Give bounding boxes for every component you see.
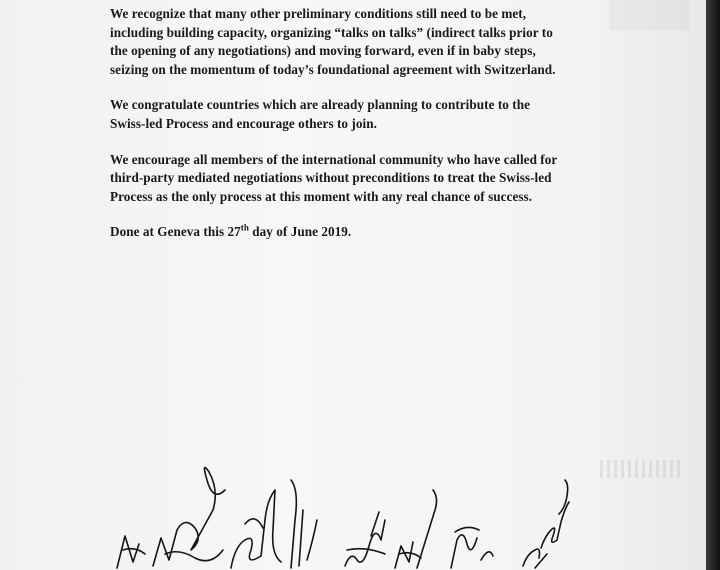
- closing-line: [110, 223, 630, 242]
- signature-7: [451, 527, 479, 568]
- handwritten-signatures: [95, 450, 595, 570]
- signature-1: [117, 536, 145, 568]
- signature-5: [345, 520, 385, 566]
- signature-6: [395, 490, 437, 568]
- signature-block: [95, 450, 595, 570]
- paragraph-congratulate-countries: We congratulate countries which are already planning to contribute to the Swiss-led Process and encourage others to join.: [110, 97, 531, 131]
- faint-bleed-through: [600, 460, 680, 478]
- signature-4: [291, 480, 317, 568]
- signature-2: [153, 468, 225, 567]
- paragraph-preliminary-conditions: We recognize that many other preliminary conditions still need to be met, including building capacity, organizing “talks on talks” (indirect talks prior to the opening of any negotiations) and moving forward, even if in baby steps, seizing on the momentum of today’s foundational agreement with Switzerland.: [110, 6, 556, 77]
- closing-prefix: Done at Geneva this 27: [110, 224, 241, 240]
- signature-8: [523, 480, 569, 566]
- photo-right-edge: [706, 0, 720, 570]
- closing-superscript: th: [240, 222, 249, 233]
- closing-suffix: day of June 2019.: [248, 224, 352, 240]
- paragraph-encourage-members: We encourage all members of the international community who have called for third-party mediated negotiations without preconditions to treat the Swiss-led Process as the only process at this moment with any real chance of success.: [110, 151, 558, 204]
- signature-3: [231, 490, 281, 568]
- document-body: [110, 5, 630, 259]
